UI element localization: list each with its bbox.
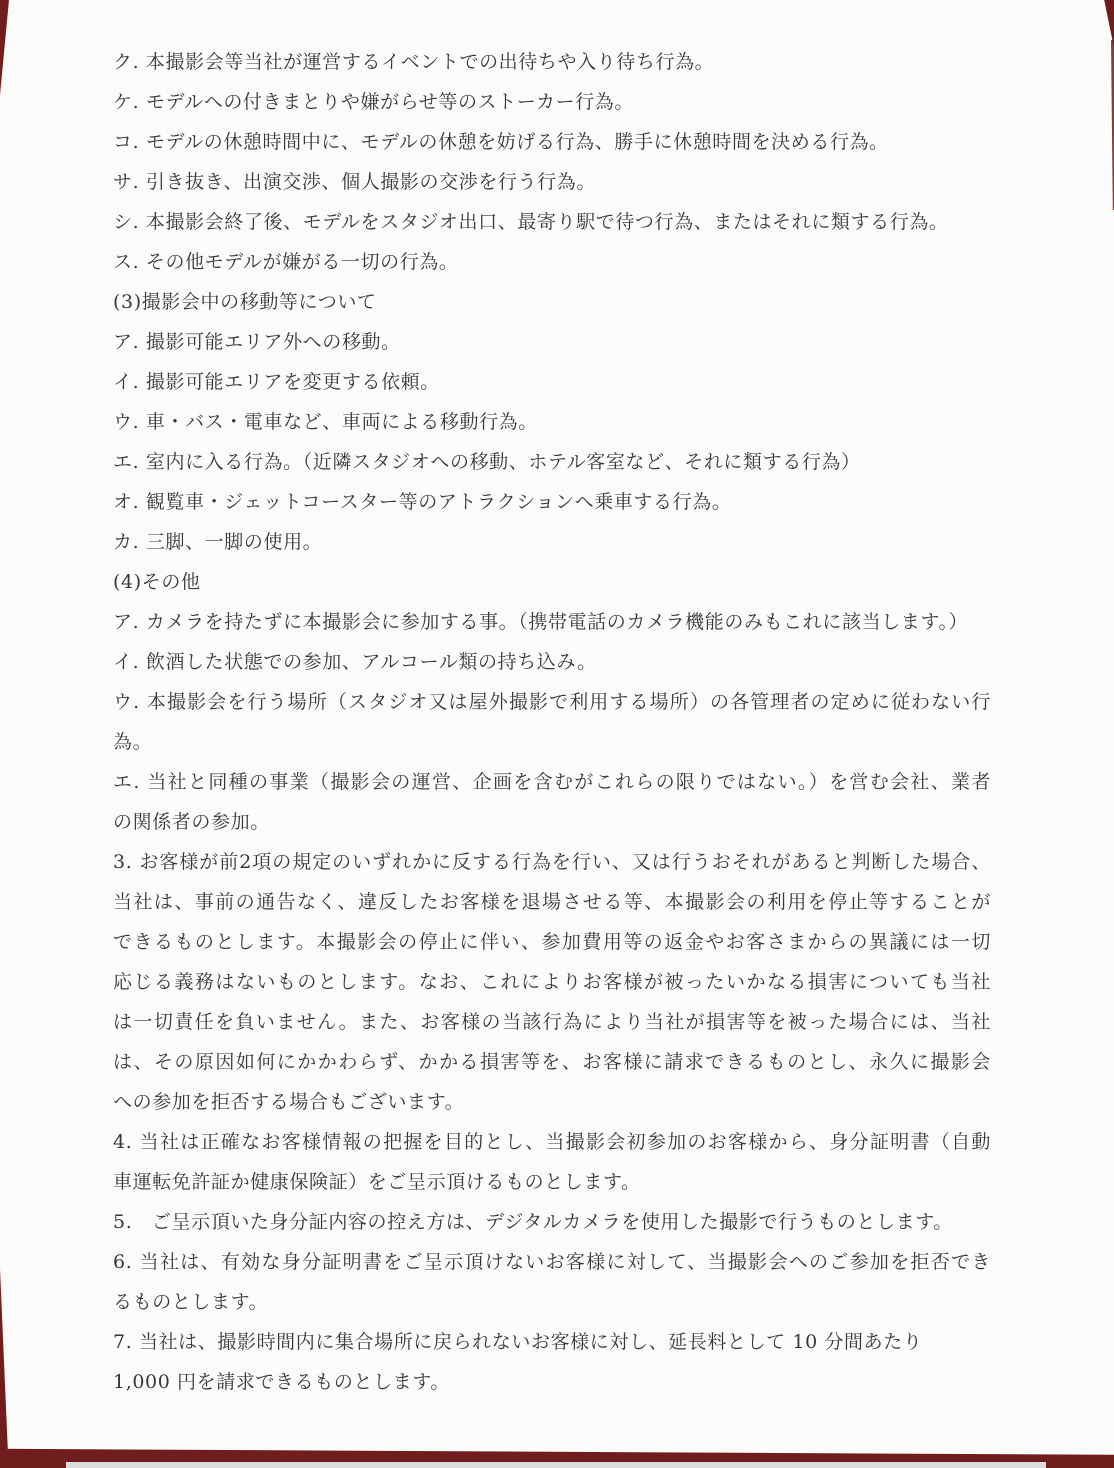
document-line: の関係者の参加。 bbox=[113, 811, 270, 833]
document-line: 1,000 円を請求できるものとします。 bbox=[113, 1371, 450, 1393]
document-line: ア. カメラを持たずに本撮影会に参加する事。（携帯電話のカメラ機能のみもこれに該当します。） bbox=[113, 611, 969, 633]
document-line: ケ. モデルへの付きまとりや嫌がらせ等のストーカー行為。 bbox=[113, 91, 634, 113]
section-heading: (4)その他 bbox=[113, 571, 201, 593]
document-line: ウ. 車・バス・電車など、車両による移動行為。 bbox=[113, 411, 538, 433]
section-heading: (3)撮影会中の移動等について bbox=[113, 291, 377, 313]
document-line: サ. 引き抜き、出演交渉、個人撮影の交渉を行う行為。 bbox=[113, 171, 596, 193]
document-line: 応じる義務はないものとします。なお、これによりお客様が被ったいかなる損害についても当社 bbox=[113, 971, 991, 993]
document-line: への参加を拒否する場合もございます。 bbox=[113, 1091, 465, 1113]
document-line: シ. 本撮影会終了後、モデルをスタジオ出口、最寄り駅で待つ行為、またはそれに類する行為。 bbox=[113, 211, 949, 233]
document-line: ウ. 本撮影会を行う場所（スタジオ又は屋外撮影で利用する場所）の各管理者の定めに従わない行 bbox=[113, 691, 991, 713]
document-line: 3. お客様が前2項の規定のいずれかに反する行為を行い、又は行うおそれがあると判断した場合、 bbox=[113, 851, 991, 873]
under-sheet-edge bbox=[66, 1462, 1046, 1468]
terms-text-block bbox=[113, 42, 991, 1402]
document-line: 4. 当社は正確なお客様情報の把握を目的とし、当撮影会初参加のお客様から、身分証明書（自動 bbox=[113, 1131, 991, 1153]
document-line: できるものとします。本撮影会の停止に伴い、参加費用等の返金やお客さまからの異議には一切 bbox=[113, 931, 991, 953]
document-line: ア. 撮影可能エリア外への移動。 bbox=[113, 331, 401, 353]
document-line: 為。 bbox=[113, 731, 153, 753]
document-line: オ. 観覧車・ジェットコースター等のアトラクションへ乗車する行為。 bbox=[113, 491, 732, 513]
document-line: ク. 本撮影会等当社が運営するイベントでの出待ちや入り待ち行為。 bbox=[113, 51, 715, 73]
document-line: イ. 撮影可能エリアを変更する依頼。 bbox=[113, 371, 440, 393]
document-line: イ. 飲酒した状態での参加、アルコール類の持ち込み。 bbox=[113, 651, 597, 673]
document-line: エ. 当社と同種の事業（撮影会の運営、企画を含むがこれらの限りではない。）を営む会社、業者 bbox=[113, 771, 991, 793]
document-line: 7. 当社は、撮影時間内に集合場所に戻られないお客様に対し、延長料として 10 分間あたり bbox=[113, 1331, 923, 1353]
document-line: カ. 三脚、一脚の使用。 bbox=[113, 531, 323, 553]
document-line: 当社は、事前の通告なく、違反したお客様を退場させる等、本撮影会の利用を停止等することが bbox=[113, 891, 991, 913]
document-line: は一切責任を負いません。また、お客様の当該行為により当社が損害等を被った場合には、当社 bbox=[113, 1011, 991, 1033]
document-line: エ. 室内に入る行為。（近隣スタジオへの移動、ホテル客室など、それに類する行為） bbox=[113, 451, 861, 473]
document-line: 6. 当社は、有効な身分証明書をご呈示頂けないお客様に対して、当撮影会へのご参加を拒否でき bbox=[113, 1251, 991, 1273]
document-line: 車運転免許証か健康保険証）をご呈示頂けるものとします。 bbox=[113, 1171, 641, 1193]
document-line: は、その原因如何にかかわらず、かかる損害等を、お客様に請求できるものとし、永久に撮影会 bbox=[113, 1051, 991, 1073]
document-line: 5. ご呈示頂いた身分証内容の控え方は、デジタルカメラを使用した撮影で行うものとします。 bbox=[113, 1211, 953, 1233]
document-line: ス. その他モデルが嫌がる一切の行為。 bbox=[113, 251, 459, 273]
document-line: コ. モデルの休憩時間中に、モデルの休憩を妨げる行為、勝手に休憩時間を決める行為。 bbox=[113, 131, 889, 153]
document-line: るものとします。 bbox=[113, 1291, 269, 1313]
